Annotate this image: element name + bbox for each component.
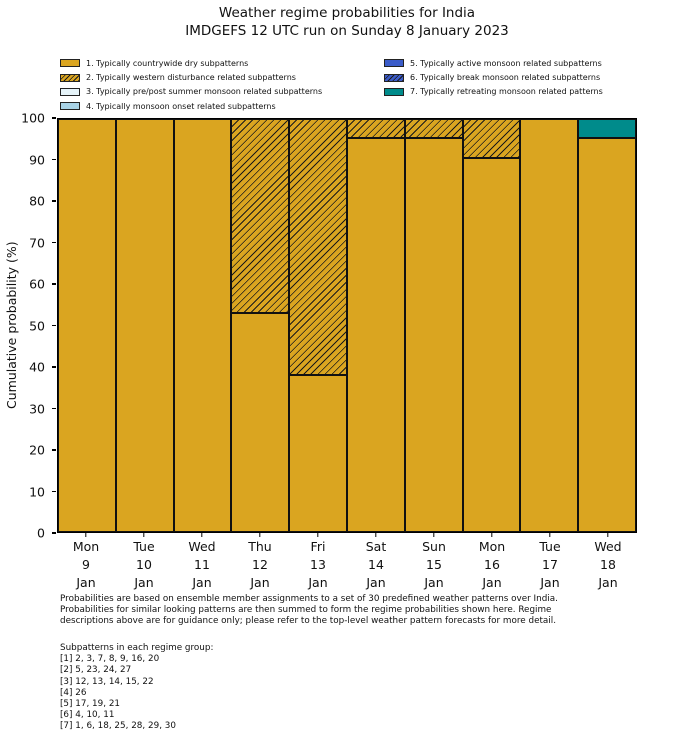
x-tick-label-date: 17 [542,557,558,572]
y-tick-mark [52,366,56,367]
subpatterns-line: [4] 26 [60,687,87,698]
legend-item [60,70,322,84]
x-tick-label-day: Tue [133,539,155,554]
x-tick-label-month: Jan [192,575,212,590]
y-axis-ticks [0,110,56,541]
y-tick-mark [52,159,56,160]
x-tick-label [231,538,289,592]
bar-segment-hatched [463,119,521,158]
bar-segment-hatched [405,119,463,138]
y-tick-label: 40 [29,359,45,375]
x-tick-mark [143,533,144,537]
x-tick-mark [491,533,492,537]
chart-titles [0,4,694,40]
x-tick-label-day: Fri [310,539,326,554]
y-tick-label: 50 [29,318,45,333]
x-axis-labels [57,538,637,592]
legend-item [384,70,603,84]
x-tick-mark [607,533,608,537]
legend-swatch [384,59,404,67]
x-tick-label-month: Jan [250,575,270,590]
x-tick-label-date: 9 [82,557,90,572]
x-tick-label [579,538,637,592]
y-tick-label: 80 [29,193,45,209]
x-tick-label-day: Thu [248,539,272,554]
legend-item [60,85,322,99]
subpatterns-heading: Subpatterns in each regime group: [60,643,214,653]
x-tick-label-day: Tue [539,539,561,554]
x-tick-label [347,538,405,592]
x-tick-label-month: Jan [598,575,618,590]
x-tick-label [115,538,173,592]
bar-segment-solid [347,138,405,532]
x-tick-label-date: 15 [426,557,442,572]
x-tick-label-month: Jan [134,575,154,590]
y-tick-mark [52,532,56,533]
bar-wed-11-jan [174,119,232,532]
bar-mon-9-jan [58,119,116,532]
subpatterns-line: [3] 12, 13, 14, 15, 22 [60,676,154,687]
x-tick-label-date: 12 [252,557,268,572]
legend-swatch [60,59,80,67]
legend-item-label: 7. Typically retreating monsoon related patterns [410,87,603,97]
bar-wed-18-jan [578,119,636,532]
chart-title: Weather regime probabilities for India [218,5,476,21]
subpatterns-line: [1] 2, 3, 7, 8, 9, 16, 20 [60,654,160,665]
subpatterns-line: [6] 4, 10, 11 [60,710,115,721]
legend-swatch-hatched [384,74,404,82]
x-tick-label-month: Jan [366,575,386,590]
x-tick-label-month: Jan [482,575,502,590]
caption-line: descriptions above are for guidance only; please refer to the top-level weather pattern forecasts for more detail. [60,615,557,626]
x-tick-label [405,538,463,592]
legend-item-label: 4. Typically monsoon onset related subpatterns [86,101,276,111]
legend-column-1 [60,56,322,114]
x-tick-label-date: 11 [194,557,210,572]
bars-container [58,119,636,532]
x-tick-mark [259,533,260,537]
x-tick-label-day: Mon [478,539,506,554]
bar-segment-solid [289,375,347,532]
x-tick-mark [549,533,550,537]
x-tick-label-month: Jan [424,575,444,590]
bar-segment-solid [174,119,232,532]
x-tick-label [463,538,521,592]
y-tick-mark [52,449,56,450]
bar-segment-hatched [347,119,405,138]
x-tick-label-date: 10 [136,557,152,572]
x-tick-label-month: Jan [76,575,96,590]
x-tick-label-month: Jan [308,575,328,590]
y-tick-label: 20 [29,442,45,458]
legend-item [384,85,603,99]
x-tick-label-date: 18 [600,557,616,572]
bar-sat-14-jan [347,119,405,532]
legend-item-label: 2. Typically western disturbance related subpatterns [86,73,296,83]
x-tick-label [289,538,347,592]
bar-thu-12-jan [231,119,289,532]
x-tick-label-day: Wed [594,539,622,554]
chart-subtitle: IMDGEFS 12 UTC run on Sunday 8 January 2023 [185,23,509,39]
x-tick-mark [375,533,376,537]
subpatterns-line: [5] 17, 19, 21 [60,699,121,710]
x-tick-label-date: 13 [310,557,326,572]
x-tick-mark [317,533,318,537]
bar-segment-solid [578,119,636,138]
x-tick-mark [85,533,86,537]
y-axis-label: Cumulative probability (%) [4,241,19,410]
y-tick-mark [52,283,56,284]
y-tick-mark [52,117,56,118]
bar-segment-hatched [231,119,289,313]
bar-segment-solid [58,119,116,532]
bar-fri-13-jan [289,119,347,532]
legend-item-label: 3. Typically pre/post summer monsoon related subpatterns [86,87,323,97]
legend-column-2 [384,56,603,99]
y-tick-label: 90 [29,152,45,167]
x-tick-label-day: Wed [188,539,216,554]
y-tick-label: 70 [29,235,45,250]
x-tick-label-day: Sun [422,539,446,554]
bar-segment-hatched [289,119,347,375]
plot-area [57,118,637,533]
bar-tue-10-jan [116,119,174,532]
x-tick-mark [433,533,434,537]
y-tick-mark [52,491,56,492]
bar-segment-solid [231,313,289,532]
legend-swatch-hatched [60,74,80,82]
legend-item-label: 1. Typically countrywide dry subpatterns [86,58,249,68]
legend-item-label: 6. Typically break monsoon related subpatterns [410,73,601,83]
x-tick-label [173,538,231,592]
bar-segment-solid [520,119,578,532]
y-tick-label: 0 [37,525,45,541]
x-tick-label [57,538,115,592]
y-tick-mark [52,242,56,243]
subpatterns-line: [7] 1, 6, 18, 25, 28, 29, 30 [60,721,176,732]
bar-segment-solid [463,158,521,532]
x-tick-mark [201,533,202,537]
y-tick-mark [52,200,56,201]
y-tick-mark [52,408,56,409]
x-tick-label-day: Sat [365,539,387,554]
y-tick-label: 60 [29,276,45,292]
legend-item [384,56,603,70]
x-tick-label-date: 16 [484,557,500,572]
subpatterns-list [60,643,213,733]
legend-item [60,99,322,113]
legend-swatch [384,88,404,96]
bar-segment-solid [578,138,636,532]
caption-text [60,594,558,627]
legend-swatch [60,88,80,96]
y-tick-label: 100 [21,110,45,126]
x-tick-label [521,538,579,592]
bar-sun-15-jan [405,119,463,532]
bar-mon-16-jan [463,119,521,532]
y-tick-label: 30 [29,401,45,416]
legend-item-label: 5. Typically active monsoon related subpatterns [410,58,602,68]
x-tick-label-date: 14 [368,557,384,572]
bar-segment-solid [405,138,463,532]
subpatterns-line: [2] 5, 23, 24, 27 [60,665,132,676]
caption-line: Probabilities for similar looking patterns are then summed to form the regime probabilities shown here. Regime [60,604,552,615]
bar-tue-17-jan [520,119,578,532]
y-tick-mark [52,325,56,326]
legend-swatch [60,102,80,110]
y-tick-label: 10 [29,484,45,499]
x-tick-label-month: Jan [540,575,560,590]
legend-item [60,56,322,70]
caption-line: Probabilities are based on ensemble member assignments to a set of 30 predefined weather patterns over India. [60,594,558,604]
bar-segment-solid [116,119,174,532]
x-tick-label-day: Mon [72,539,100,554]
